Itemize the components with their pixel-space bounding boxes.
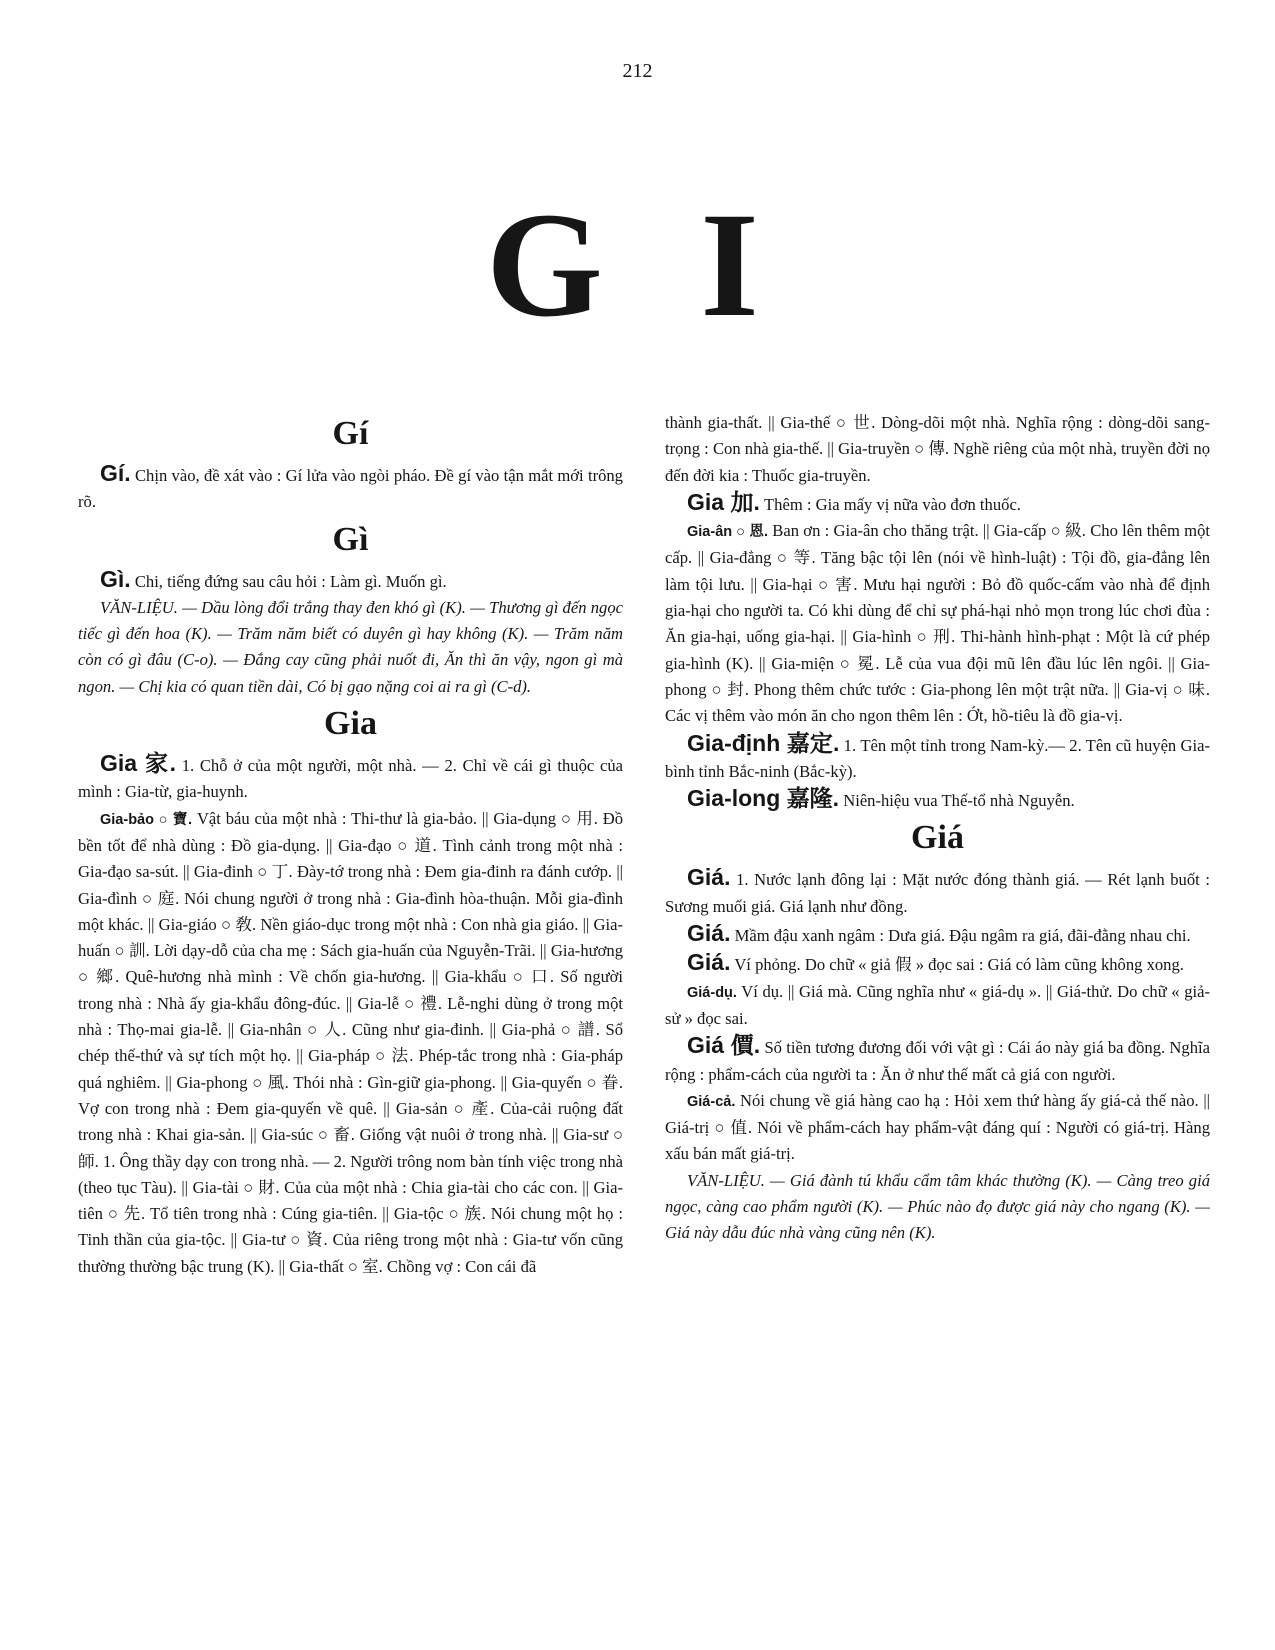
dictionary-entry bbox=[78, 460, 623, 516]
section-heading-gia-acute: Giá bbox=[911, 819, 964, 857]
entry-headword: Giá. bbox=[687, 864, 731, 891]
dictionary-entry bbox=[78, 566, 623, 595]
dictionary-entry bbox=[665, 1032, 1210, 1088]
page-number: 212 bbox=[622, 60, 653, 82]
entry-definition: 1. Nước lạnh đông lại : Mặt nước đóng thành giá. — Rét lạnh buốt : Sương muối giá. Giá lạnh như đồng. bbox=[665, 870, 1210, 916]
right-column bbox=[665, 410, 1210, 1247]
entry-definition: Vật báu của một nhà : Thi-thư là gia-bảo. || Gia-dụng ○ 用. Đồ bền tốt để nhà dùng : Đồ gia-dụng. || Gia-đạo ○ 道. Tình cảnh trong một nhà : Gia-đạo sa-sút. || Gia-đinh ○ 丁. Đày-tớ trong nhà : Đem gia-đinh ra đánh cướp. || Gia-đình ○ 庭. Nói chung người ở trong nhà : Gia-đình hòa-thuận. Mỗi gia-đình một khác. || Gia-giáo ○ 敎. Nền giáo-dục trong một nhà : Con nhà gia giáo. || Gia-huấn ○ 訓. Lời dạy-dỗ của cha mẹ : Sách gia-huấn của Nguyễn-Trãi. || Gia-hương ○ 鄉. Quê-hương nhà mình : Về chốn gia-hương. || Gia-khẩu ○ 口. Số người trong nhà : Nhà ấy gia-khẩu đông-đúc. || Gia-lễ ○ 禮. Lễ-nghi dùng ở trong một nhà : Thọ-mai gia-lễ. || Gia-nhân ○ 人. Cũng như gia-đinh. || Gia-phả ○ 譜. Sổ chép thế-thứ và sự tích một họ. || Gia-pháp ○ 法. Phép-tắc trong nhà : Gia-pháp quá nghiêm. || Gia-phong ○ 風. Thói nhà : Gìn-giữ gia-phong. || Gia-quyến ○ 眷. Vợ con trong nhà : Đem gia-quyến về quê. || Gia-sản ○ 產. Của-cải ruộng đất trong nhà : Khai gia-sản. || Gia-súc ○ 畜. Giống vật nuôi ở trong nhà. || Gia-sư ○ 師. 1. Ông thầy dạy con trong nhà. — 2. Người trông nom bàn tính việc trong nhà (theo tục Tàu). || Gia-tài ○ 財. Của của một nhà : Chia gia-tài cho các con. || Gia-tiên ○ 先. Tổ tiên trong nhà : Cúng gia-tiên. || Gia-tộc ○ 族. Nói chung một họ : Tinh thần của gia-tộc. || Gia-tư ○ 資. Của riêng trong một nhà : Gia-tư vốn cũng thường thường bậc trung (K). || Gia-thất ○ 室. Chồng vợ : Con cái đã bbox=[78, 808, 623, 1276]
entry-headword: Gí. bbox=[100, 460, 131, 486]
dictionary-entry bbox=[665, 518, 1210, 729]
entry-definition: 1. Chỗ ở của một người, một nhà. — 2. Chỉ về cái gì thuộc của mình : Gia-từ, gia-huynh. bbox=[78, 756, 623, 802]
entry-headword: Giá 價. bbox=[687, 1032, 761, 1059]
dictionary-entry bbox=[78, 806, 623, 1280]
dictionary-entry bbox=[78, 750, 623, 806]
entry-headword: Giá-dụ. bbox=[687, 984, 737, 1001]
literature-references: VĂN-LIỆU. — Dầu lòng đổi trắng thay đen khó gì (K). — Thương gì đến ngọc tiếc gì đến hoa (K). — Trăm năm biết có duyên gì hay không (K). — Trăm năm còn có gì đâu (C-o). — Đắng cay cũng phải nuốt đi, Ăn thì ăn vậy, ngon gì mà ngon. — Chị kia có quan tiền dài, Có bị gạo nặng coi ai ra gì (C-d). bbox=[78, 597, 623, 696]
entry-headword: Gia 加. bbox=[687, 488, 760, 515]
entry-headword: Gì. bbox=[100, 565, 131, 592]
section-heading-gi-acute: Gí bbox=[332, 415, 369, 452]
continued-text: thành gia-thất. || Gia-thế ○ 世. Dòng-dõi một nhà. Nghĩa rộng : dòng-dõi sang-trọng : Con nhà gia-thế. || Gia-truyền ○ 傳. Nghề riêng của một nhà, truyền đời nọ đến đời kia : Thuốc gia-truyền. bbox=[665, 413, 1210, 485]
entry-definition: Nói chung về giá hàng cao hạ : Hỏi xem thứ hàng ấy giá-cả thế nào. || Giá-trị ○ 值. Nói về phẩm-cách hay phẩm-vật đáng quí : Người có giá-trị. Hàng xấu bán mất giá-trị. bbox=[665, 1090, 1210, 1164]
entry-definition: Ban ơn : Gia-ân cho thăng trật. || Gia-cấp ○ 級. Cho lên thêm một cấp. || Gia-đẳng ○ 等. Tăng bậc tội lên (nói về hình-luật) : Tội đồ, gia-đẳng lên làm tội lưu. || Gia-hại ○ 害. Mưu hại người : Bỏ đồ quốc-cấm vào nhà để định gia-hại cho người ta. Có khi dùng để chỉ sự phá-hại nhỏ mọn trong lúc chơi đùa : Ăn gia-hại, uống gia-hại. || Gia-hình ○ 刑. Thi-hành hình-phạt : Một là cứ phép gia-hình (K). || Gia-miện ○ 冕. Lễ của vua đội mũ lên đầu lúc lên ngôi. || Gia-phong ○ 封. Phong thêm chức tước : Gia-phong lên một trật nữa. || Gia-vị ○ 味. Các vị thêm vào món ăn cho ngon thêm lên : Ớt, hồ-tiêu là đồ gia-vị. bbox=[665, 521, 1210, 726]
entry-headword: Giá-cả. bbox=[687, 1093, 736, 1110]
entry-definition: Ví dụ. || Giá mà. Cũng nghĩa như « giá-dụ ». || Giá-thử. Do chữ « giả-sử » đọc sai. bbox=[665, 981, 1210, 1028]
entry-definition: Chi, tiếng đứng sau câu hỏi : Làm gì. Muốn gì. bbox=[134, 571, 447, 591]
letter-heading: G I bbox=[486, 182, 789, 348]
section-heading-gi-grave: Gì bbox=[332, 520, 369, 558]
entry-headword: Gia-ân ○ 恩. bbox=[687, 524, 768, 541]
entry-definition: Chịn vào, đề xát vào : Gí lửa vào ngòi pháo. Đề gí vào tận mắt mới trông rõ. bbox=[78, 466, 623, 512]
entry-definition: Niên-hiệu vua Thế-tổ nhà Nguyễn. bbox=[843, 791, 1075, 811]
entry-definition: Ví phỏng. Do chữ « giả 假 » đọc sai : Giá có làm cũng không xong. bbox=[734, 955, 1184, 975]
dictionary-entry bbox=[665, 1088, 1210, 1168]
entry-headword: Gia-định 嘉定. bbox=[687, 729, 840, 756]
entry-headword: Gia-bảo ○ 寶. bbox=[100, 811, 193, 828]
entry-headword: Gia-long 嘉隆. bbox=[687, 785, 840, 812]
entry-definition: Mầm đậu xanh ngâm : Dưa giá. Đậu ngâm ra giá, đãi-đằng nhau chi. bbox=[734, 926, 1191, 946]
entry-headword: Gia 家. bbox=[100, 750, 176, 777]
entry-definition: Thêm : Gia mấy vị nữa vào đơn thuốc. bbox=[764, 494, 1021, 514]
dictionary-entry bbox=[665, 489, 1210, 518]
dictionary-entry bbox=[665, 785, 1210, 814]
dictionary-entry bbox=[665, 864, 1210, 920]
dictionary-entry bbox=[665, 730, 1210, 786]
entry-headword: Giá. bbox=[687, 949, 731, 976]
entry-definition: Số tiền tương đương đối với vật gì : Cái áo này giá ba đồng. Nghĩa rộng : phẩm-cách của người ta : Ăn ở như thế mất cả giá con người. bbox=[665, 1038, 1210, 1084]
literature-references: VĂN-LIỆU. — Giá đành tú khẩu cẩm tâm khác thường (K). — Càng treo giá ngọc, càng cao phẩm người (K). — Phúc nào đọ được giá này cho ngang (K). — Giá này dẫu đúc nhà vàng cũng nên (K). bbox=[665, 1170, 1210, 1243]
dictionary-entry bbox=[665, 979, 1210, 1033]
entry-headword: Giá. bbox=[687, 920, 731, 947]
left-column bbox=[78, 410, 623, 1280]
dictionary-entry bbox=[665, 920, 1210, 949]
section-heading-gia: Gia bbox=[324, 705, 377, 743]
entry-definition: 1. Tên một tỉnh trong Nam-kỳ.— 2. Tên cũ huyện Gia-bình tỉnh Bắc-ninh (Bắc-kỳ). bbox=[665, 735, 1210, 781]
dictionary-entry bbox=[665, 949, 1210, 978]
